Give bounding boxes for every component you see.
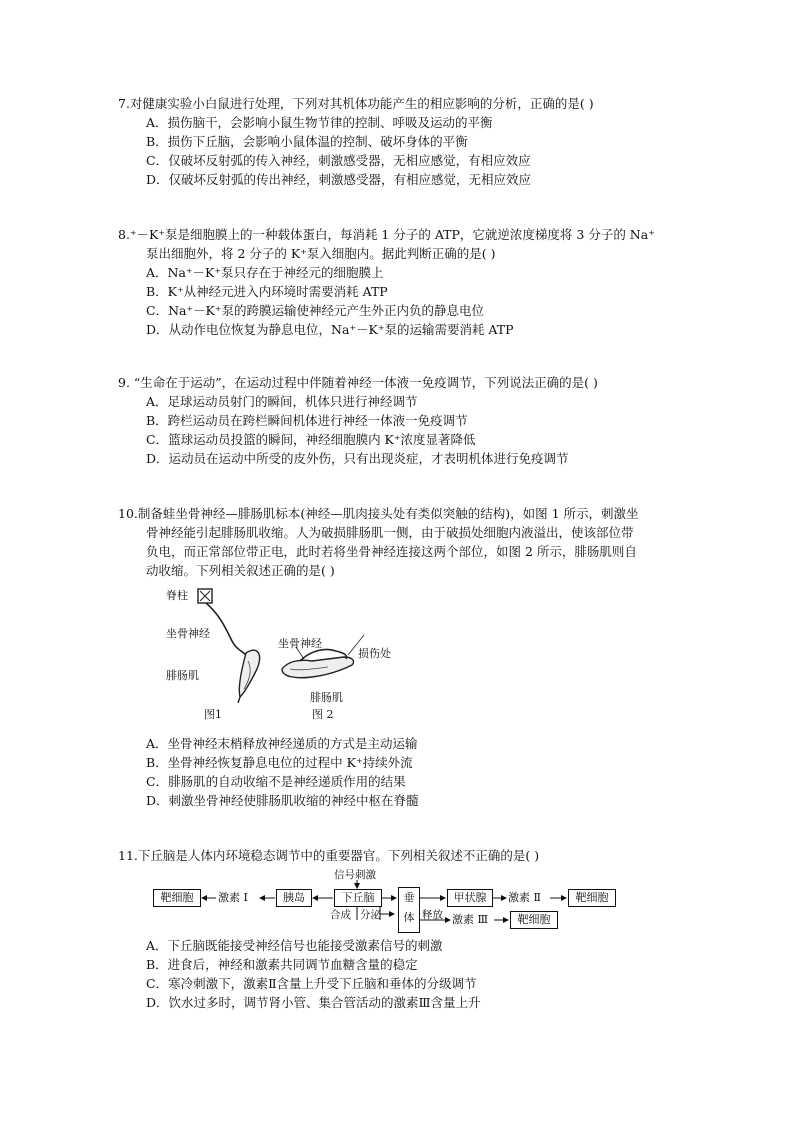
- label-sciatic-nerve-1: 坐骨神经: [166, 627, 210, 640]
- question-10-stem-line3: 负电，而正常部位带正电，此时若将坐骨神经连接这两个部位，如图 2 所示，腓肠肌则自: [146, 544, 637, 559]
- pancreatic-islet-box: 胰岛: [276, 889, 312, 907]
- hormone-3-label: 激素 Ⅲ: [452, 913, 489, 926]
- q8-option-c: C．Na⁺－K⁺泵的跨膜运输使神经元产生外正内负的静息电位: [146, 303, 484, 318]
- q8-option-a: A．Na⁺－K⁺泵只存在于神经元的细胞膜上: [146, 265, 384, 280]
- pituitary-box: [398, 887, 420, 933]
- label-gastrocnemius-1: 腓肠肌: [166, 669, 199, 682]
- target-cell-box-3: 靶细胞: [510, 911, 558, 929]
- q10-option-d: D．刺激坐骨神经使腓肠肌收缩的神经中枢在脊髓: [146, 793, 419, 808]
- label-figure-1: 图1: [204, 708, 222, 721]
- q7-option-c: C．仅破坏反射弧的传入神经，刺激感受器，无相应感觉，有相应效应: [146, 153, 531, 168]
- q9-option-a: A．足球运动员射门的瞬间，机体只进行神经调节: [146, 394, 418, 409]
- question-10-options: [118, 734, 718, 810]
- gastrocnemius-1: [239, 650, 259, 697]
- q7-option-a: A．损伤脑干，会影响小鼠生物节律的控制、呼吸及运动的平衡: [146, 115, 493, 130]
- hypothalamus-regulation-diagram: [148, 868, 618, 938]
- signal-stimulus-label: 信号刺激: [334, 869, 376, 881]
- q9-option-b: B．跨栏运动员在跨栏瞬间机体进行神经一体液一免疫调节: [146, 413, 468, 428]
- hypothalamus-box: 下丘脑: [334, 889, 382, 907]
- question-10-stem-line2: 骨神经能引起腓肠肌收缩。人为破损腓肠肌一侧，由于破损处细胞内液溢出，使该部位带: [146, 525, 634, 540]
- q8-option-b: B．K⁺从神经元进入内环境时需要消耗 ATP: [146, 284, 388, 299]
- question-11-options: [118, 936, 718, 1012]
- question-10-stem-line4: 动收缩。下列相关叙述正确的是( ): [146, 563, 335, 578]
- q11-option-d: D．饮水过多时，调节肾小管、集合管活动的激素Ⅲ含量上升: [146, 995, 481, 1010]
- spine-drawing: [198, 589, 212, 603]
- target-cell-box-1: 靶细胞: [153, 889, 201, 907]
- hormone-2-label: 激素 Ⅱ: [508, 891, 541, 904]
- question-7-stem: 7.对健康实验小白鼠进行处理，下列对其机体功能产生的相应影响的分析，正确的是( ): [118, 96, 594, 111]
- gastrocnemius-2: [282, 657, 354, 678]
- question-11: [118, 846, 718, 865]
- pituitary-label-top: 垂: [403, 891, 415, 904]
- label-figure-2: 图 2: [312, 708, 334, 721]
- q10-option-a: A．坐骨神经末梢释放神经递质的方式是主动运输: [146, 736, 418, 751]
- target-cell-box-2: 靶细胞: [568, 889, 616, 907]
- secretion-label: 分泌: [360, 909, 381, 921]
- q8-option-d: D．从动作电位恢复为静息电位，Na⁺－K⁺泵的运输需要消耗 ATP: [146, 322, 514, 337]
- pituitary-label-bottom: 体: [403, 911, 415, 924]
- question-7: [118, 94, 718, 189]
- release-label: 释放: [422, 909, 443, 921]
- hormone-1-label: 激素 Ⅰ: [218, 891, 248, 904]
- q9-option-d: D．运动员在运动中所受的皮外伤，只有出现炎症，才表明机体进行免疫调节: [146, 451, 569, 466]
- q7-option-d: D．仅破坏反射弧的传出神经，刺激感受器，有相应感觉，无相应效应: [146, 172, 532, 187]
- nerve-muscle-figure: [160, 585, 390, 725]
- sciatic-nerve-1: [206, 603, 246, 655]
- label-spine: 脊柱: [166, 589, 188, 602]
- synthesis-label: 合成: [330, 909, 351, 921]
- q10-option-c: C．腓肠肌的自动收缩不是神经递质作用的结果: [146, 774, 406, 789]
- label-gastrocnemius-2: 腓肠肌: [310, 691, 343, 704]
- question-8-stem-line2: 泵出细胞外，将 2 分子的 K⁺泵入细胞内。据此判断正确的是( ): [146, 246, 496, 261]
- question-8-stem-line1: 8.⁺－K⁺泵是细胞膜上的一种载体蛋白，每消耗 1 分子的 ATP，它就逆浓度梯度将 3 分子的 Na⁺: [118, 227, 655, 242]
- question-9: [118, 373, 718, 468]
- question-8: [118, 225, 718, 339]
- nerve-muscle-drawing: [160, 585, 390, 725]
- q10-option-b: B．坐骨神经恢复静息电位的过程中 K⁺持续外流: [146, 755, 413, 770]
- q11-option-a: A．下丘脑既能接受神经信号也能接受激素信号的刺激: [146, 938, 443, 953]
- q11-option-c: C．寒冷刺激下，激素Ⅱ含量上升受下丘脑和垂体的分级调节: [146, 976, 477, 991]
- label-sciatic-nerve-2: 坐骨神经: [278, 637, 322, 650]
- q11-option-b: B．进食后，神经和激素共同调节血糖含量的稳定: [146, 957, 418, 972]
- question-11-stem: 11.下丘脑是人体内环境稳态调节中的重要器官。下列相关叙述不正确的是( ): [118, 848, 540, 863]
- q9-option-c: C．篮球运动员投篮的瞬间，神经细胞膜内 K⁺浓度显著降低: [146, 432, 476, 447]
- question-10-stem-line1: 10.制备蛙坐骨神经—腓肠肌标本(神经—肌肉接头处有类似突触的结构)，如图 1 所示，刺激坐: [118, 506, 639, 521]
- q7-option-b: B．损伤下丘脑，会影响小鼠体温的控制、破坏身体的平衡: [146, 134, 468, 149]
- thyroid-box: 甲状腺: [447, 889, 493, 907]
- question-10: [118, 504, 718, 580]
- label-damage-site: 损伤处: [358, 647, 391, 660]
- question-9-stem: 9. “生命在于运动”，在运动过程中伴随着神经一体液一免疫调节，下列说法正确的是( ): [118, 375, 598, 390]
